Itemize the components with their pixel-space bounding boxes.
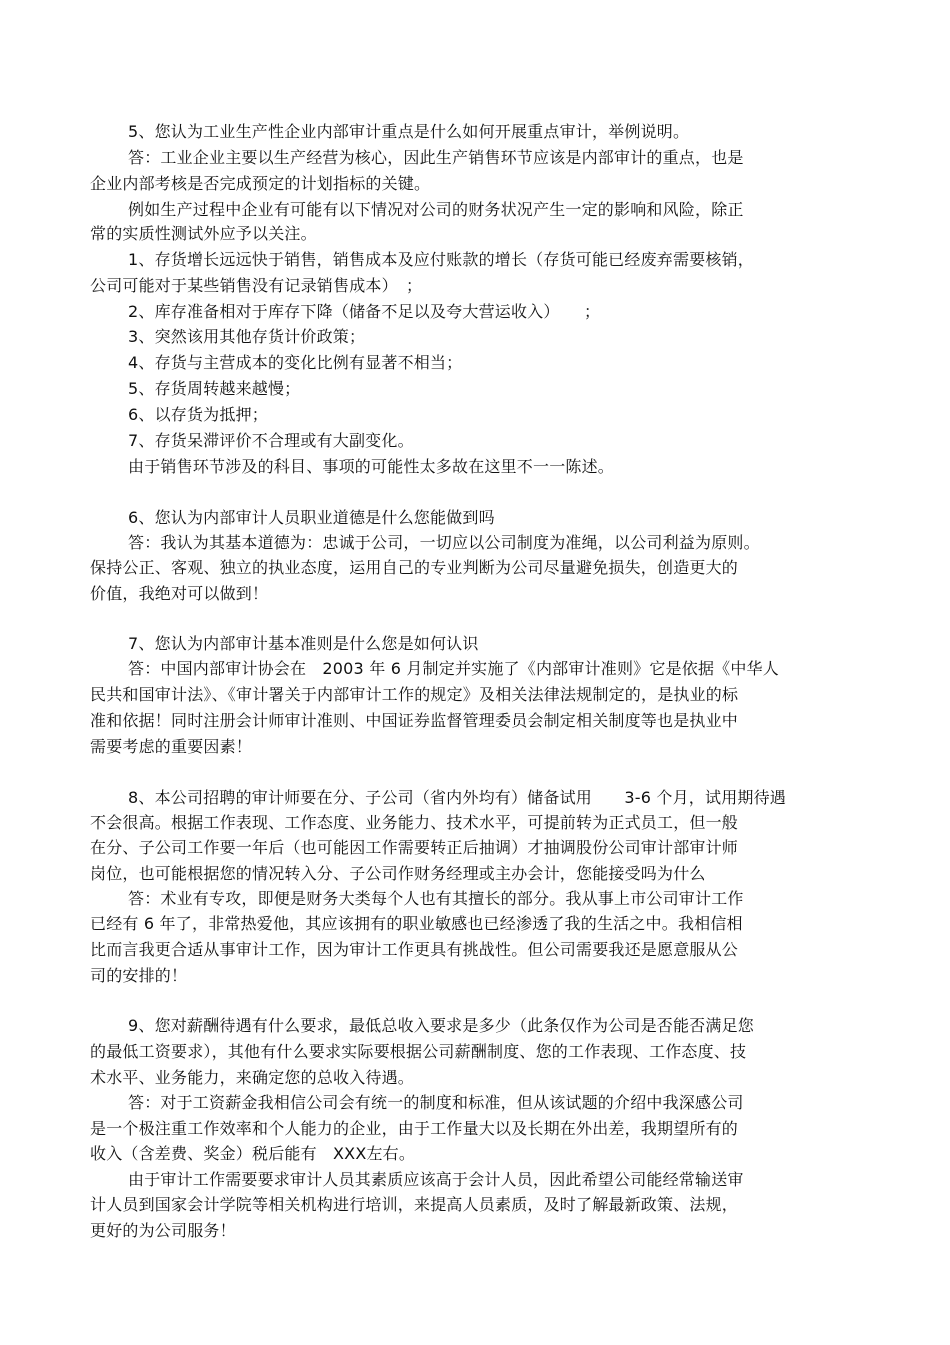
answer-9-line: 计人员到国家会计学院等相关机构进行培训，来提高人员素质，及时了解最新政策、法规，	[90, 1195, 739, 1214]
answer-7-line: 民共和国审计法》、《审计署关于内部审计工作的规定》及相关法律法规制定的，是执业的标	[90, 685, 739, 704]
question-8-line: 在分、子公司工作要一年后（也可能因工作需要转正后抽调）才抽调股份公司审计部审计师	[90, 838, 739, 857]
answer-9-line: 更好的为公司服务！	[90, 1221, 236, 1240]
answer-5-line-2: 企业内部考核是否完成预定的计划指标的关键。	[90, 174, 431, 193]
paragraph-line: 常的实质性测试外应予以关注。	[90, 224, 317, 243]
answer-5-line-1: 答：工业企业主要以生产经营为核心，因此生产销售环节应该是内部审计的重点，也是	[128, 148, 744, 167]
question-8-line: 不会很高。根据工作表现、工作态度、业务能力、技术水平，可提前转为正式员工，但一般	[90, 813, 739, 832]
answer-9-line: 答：对于工资薪金我相信公司会有统一的制度和标准，但从该试题的介绍中我深感公司	[128, 1093, 744, 1112]
answer-8-line: 比而言我更合适从事审计工作，因为审计工作更具有挑战性。但公司需要我还是愿意服从公	[90, 940, 739, 959]
paragraph-line: 例如生产过程中企业有可能有以下情况对公司的财务状况产生一定的影响和风险，除正	[128, 200, 744, 219]
question-9: 9、您对薪酬待遇有什么要求，最低总收入要求是多少（此条仅作为公司是否能否满足您	[128, 1016, 754, 1035]
answer-8-line: 已经有 6 年了，非常热爱他，其应该拥有的职业敏感也已经渗透了我的生活之中。我相信相	[90, 914, 743, 933]
list-item: 5、存货周转越来越慢；	[128, 379, 301, 398]
list-item: 6、以存货为抵押；	[128, 405, 268, 424]
question-8-line: 岗位，也可能根据您的情况转入分、子公司作财务经理或主办会计，您能接受吗为什么	[90, 864, 706, 883]
answer-9-line: 是一个极注重工作效率和个人能力的企业，由于工作量大以及长期在外出差，我期望所有的	[90, 1119, 739, 1138]
question-8: 8、本公司招聘的审计师要在分、子公司（省内外均有）储备试用 3-6 个月，试用期待遇	[128, 788, 786, 807]
list-item: 3、突然该用其他存货计价政策；	[128, 327, 366, 346]
list-item: 7、存货呆滞评价不合理或有大副变化。	[128, 431, 414, 450]
answer-7-line: 需要考虑的重要因素！	[90, 737, 253, 756]
question-9-line: 的最低工资要求），其他有什么要求实际要根据公司薪酬制度、您的工作表现、工作态度、技	[90, 1042, 747, 1061]
answer-8-line: 司的安排的！	[90, 966, 188, 985]
answer-6-line: 价值，我绝对可以做到！	[90, 584, 269, 603]
question-5: 5、您认为工业生产性企业内部审计重点是什么如何开展重点审计，举例说明。	[128, 122, 690, 141]
answer-6-line: 答：我认为其基本道德为：忠诚于公司，一切应以公司制度为准绳，以公司利益为原则。	[128, 533, 760, 552]
answer-6-line: 保持公正、客观、独立的执业态度，运用自己的专业判断为公司尽量避免损失，创造更大的	[90, 558, 739, 577]
list-item: 2、库存准备相对于库存下降（储备不足以及夸大营运收入） ；	[128, 302, 601, 321]
list-item-continuation: 公司可能对于某些销售没有记录销售成本） ；	[90, 276, 423, 295]
question-7: 7、您认为内部审计基本准则是什么您是如何认识	[128, 634, 479, 653]
list-item: 1、存货增长远远快于销售，销售成本及应付账款的增长（存货可能已经废弃需要核销，	[128, 250, 754, 269]
answer-9-line: 由于审计工作需要要求审计人员其素质应该高于会计人员，因此希望公司能经常输送审	[128, 1170, 744, 1189]
paragraph-line: 由于销售环节涉及的科目、事项的可能性太多故在这里不一一陈述。	[128, 457, 615, 476]
list-item: 4、存货与主营成本的变化比例有显著不相当；	[128, 353, 463, 372]
answer-8-line: 答：术业有专攻，即便是财务大类每个人也有其擅长的部分。我从事上市公司审计工作	[128, 889, 744, 908]
answer-7-line: 准和依据！同时注册会计师审计准则、中国证券监督管理委员会制定相关制度等也是执业中	[90, 711, 739, 730]
question-6: 6、您认为内部审计人员职业道德是什么您能做到吗	[128, 508, 495, 527]
answer-7-line: 答：中国内部审计协会在 2003 年 6 月制定并实施了《内部审计准则》它是依据《中华人	[128, 659, 779, 678]
answer-9-line: 收入（含差费、奖金）税后能有 XXX左右。	[90, 1144, 416, 1163]
question-9-line: 术水平、业务能力，来确定您的总收入待遇。	[90, 1068, 415, 1087]
